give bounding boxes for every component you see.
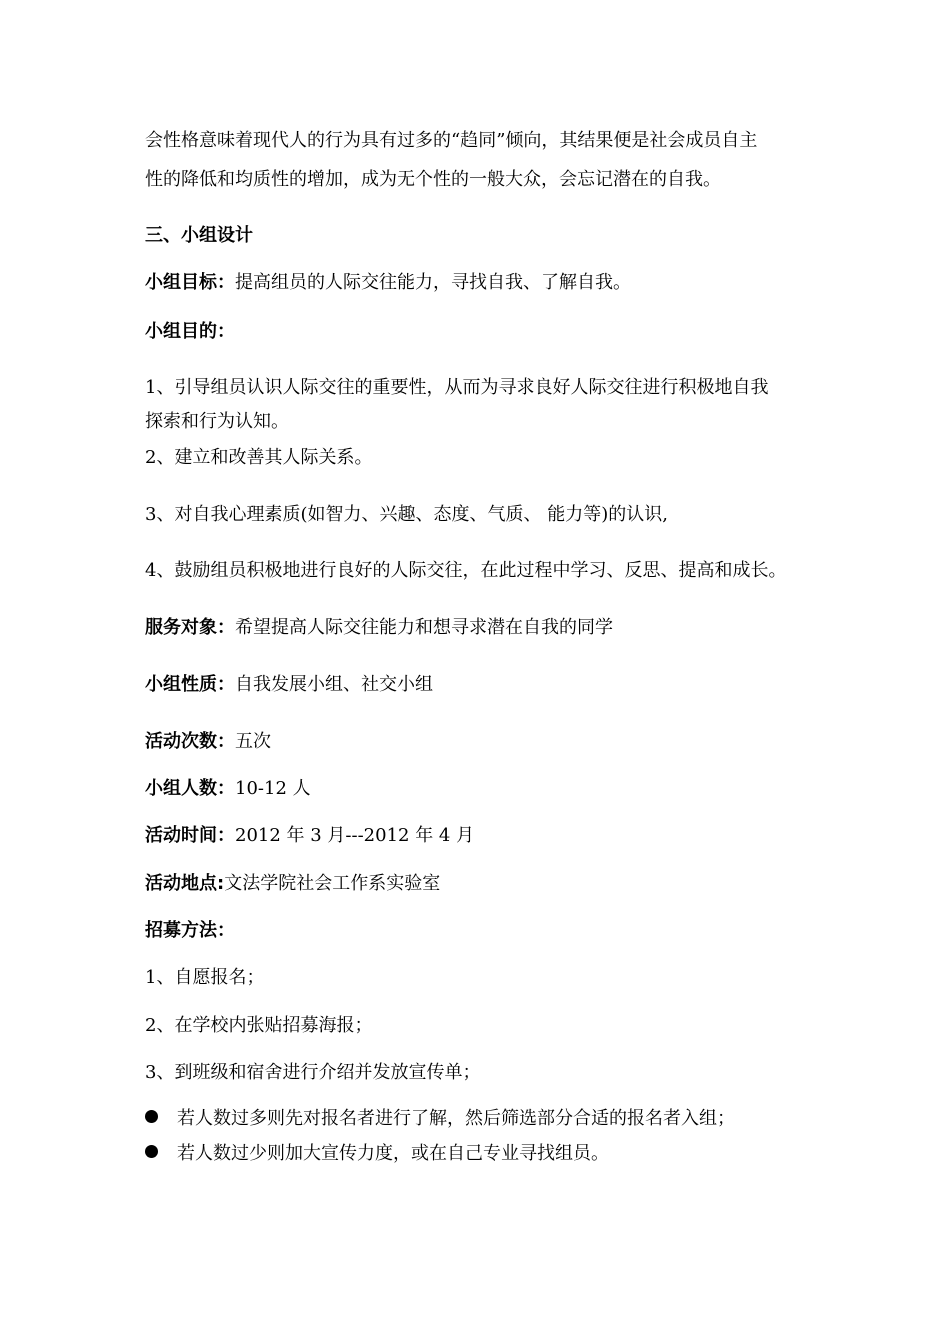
nature-row bbox=[145, 670, 433, 696]
sessions-row bbox=[145, 727, 271, 753]
place-label: 活动地点: bbox=[145, 873, 225, 894]
recruit-item-3: 3、到班级和宿舍进行介绍并发放宣传单； bbox=[145, 1062, 481, 1083]
bullet-icon bbox=[145, 1145, 158, 1158]
purpose-item-4: 4、鼓励组员积极地进行良好的人际交往，在此过程中学习、反思、提高和成长。 bbox=[145, 560, 787, 581]
goal-value: 提高组员的人际交往能力，寻找自我、了解自我。 bbox=[235, 272, 631, 293]
nature-value: 自我发展小组、社交小组 bbox=[235, 674, 433, 695]
size-label: 小组人数： bbox=[145, 778, 235, 799]
purpose-item-2: 2、建立和改善其人际关系。 bbox=[145, 447, 373, 468]
recruit-label: 招募方法： bbox=[145, 920, 235, 941]
size-value: 10-12 人 bbox=[235, 778, 311, 799]
purpose-item-1: 1、引导组员认识人际交往的重要性，从而为寻求良好人际交往进行积极地自我 bbox=[145, 377, 769, 398]
purpose-item-1-cont: 探索和行为认知。 bbox=[145, 411, 289, 432]
goal-row bbox=[145, 268, 631, 294]
time-value: 2012 年 3 月---2012 年 4 月 bbox=[235, 825, 475, 846]
target-label: 服务对象： bbox=[145, 617, 235, 638]
recruit-item-1: 1、自愿报名； bbox=[145, 967, 265, 988]
intro-line-1: 会性格意味着现代人的行为具有过多的“趋同”倾向，其结果便是社会成员自主 bbox=[145, 130, 758, 151]
time-row bbox=[145, 821, 474, 847]
sessions-label: 活动次数： bbox=[145, 731, 235, 752]
goal-label: 小组目标： bbox=[145, 272, 235, 293]
place-value: 文法学院社会工作系实验室 bbox=[224, 873, 441, 894]
intro-line-2: 性的降低和均质性的增加，成为无个性的一般大众，会忘记潜在的自我。 bbox=[145, 169, 721, 190]
sessions-value: 五次 bbox=[235, 731, 271, 752]
bullet-icon bbox=[145, 1110, 158, 1123]
nature-label: 小组性质： bbox=[145, 674, 235, 695]
recruit-bullet-1: 若人数过多则先对报名者进行了解，然后筛选部分合适的报名者入组； bbox=[177, 1108, 735, 1129]
recruit-item-2: 2、在学校内张贴招募海报； bbox=[145, 1015, 373, 1036]
target-value: 希望提高人际交往能力和想寻求潜在自我的同学 bbox=[235, 617, 613, 638]
place-row bbox=[145, 869, 440, 895]
recruit-bullet-2: 若人数过少则加大宣传力度，或在自己专业寻找组员。 bbox=[177, 1143, 609, 1164]
purpose-label: 小组目的： bbox=[145, 321, 235, 342]
size-row bbox=[145, 774, 311, 800]
section-title: 三、小组设计 bbox=[145, 225, 253, 246]
target-row bbox=[145, 613, 613, 639]
purpose-item-3: 3、对自我心理素质(如智力、兴趣、态度、气质、 能力等)的认识, bbox=[145, 504, 668, 525]
time-label: 活动时间： bbox=[145, 825, 235, 846]
